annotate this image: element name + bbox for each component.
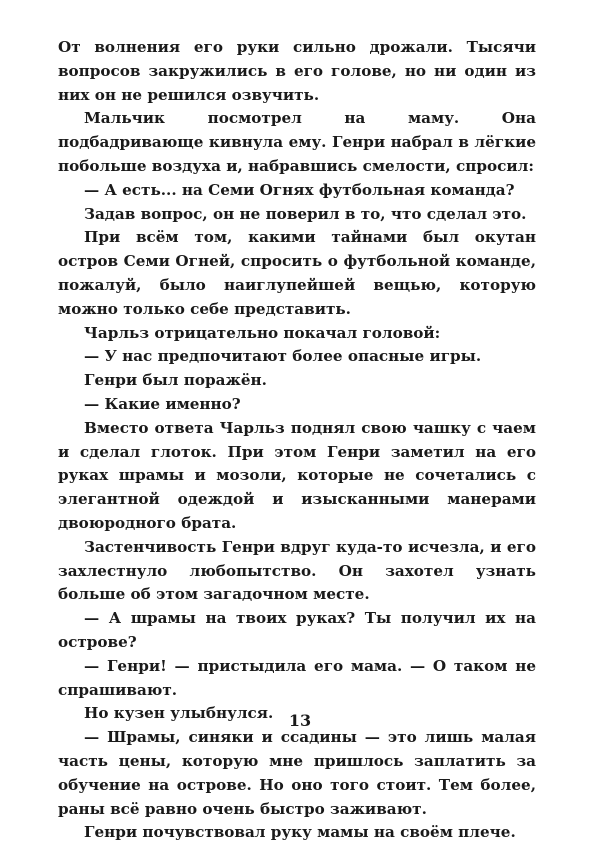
paragraph: — У нас предпочитают более опасные игры. [84,347,482,366]
paragraph: Застенчивость Генри вдруг куда-то исчезла, и его захлестнуло любопытство. Он захотел узнать больше об этом загадочном месте. [58,537,536,604]
paragraph: — Какие именно? [84,394,241,413]
paragraph: Чарльз отрицательно покачал головой: [84,323,441,342]
paragraph: — А шрамы на твоих руках? Ты получил их на острове? [58,609,536,651]
paragraph: Генри был поражён. [84,371,267,390]
paragraph: При всём том, какими тайнами был окутан остров Семи Огней, спросить о футбольной команде, пожалуй, было наиглупейшей вещью, которую можно только себе представить. [58,228,536,318]
paragraph: От волнения его руки сильно дрожали. Тысячи вопросов закружились в его голове, но ни один из них он не решился озвучить. [58,38,536,104]
paragraph: Но кузен улыбнулся. [84,704,274,723]
paragraph: Задав вопрос, он не поверил в то, что сделал это. [84,204,527,223]
paragraph: Мальчик посмотрел на маму. Она подбадривающе кивнула ему. Генри набрал в лёгкие побольше воздуха и, набравшись смелости, спросил: [58,109,536,175]
paragraph: — А есть... на Семи Огнях футбольная команда? [84,180,515,199]
page-number: 13 [288,711,312,730]
paragraph: Вместо ответа Чарльз поднял свою чашку с чаем и сделал глоток. При этом Генри заметил на его руках шрамы и мозоли, которые не сочетались с элегантной одеждой и изысканными манерами двоюродного брата. [58,418,536,532]
paragraph: — Шрамы, синяки и ссадины — это лишь малая часть цены, которую мне пришлось заплатить за обучение на острове. Но оно того стоит. Тем более, раны всё равно очень быстро заживают. [58,728,536,818]
paragraph: Генри почувствовал руку мамы на своём плече. [84,823,516,842]
paragraph: — Генри! — пристыдила его мама. — О таком не спрашивают. [58,656,536,699]
